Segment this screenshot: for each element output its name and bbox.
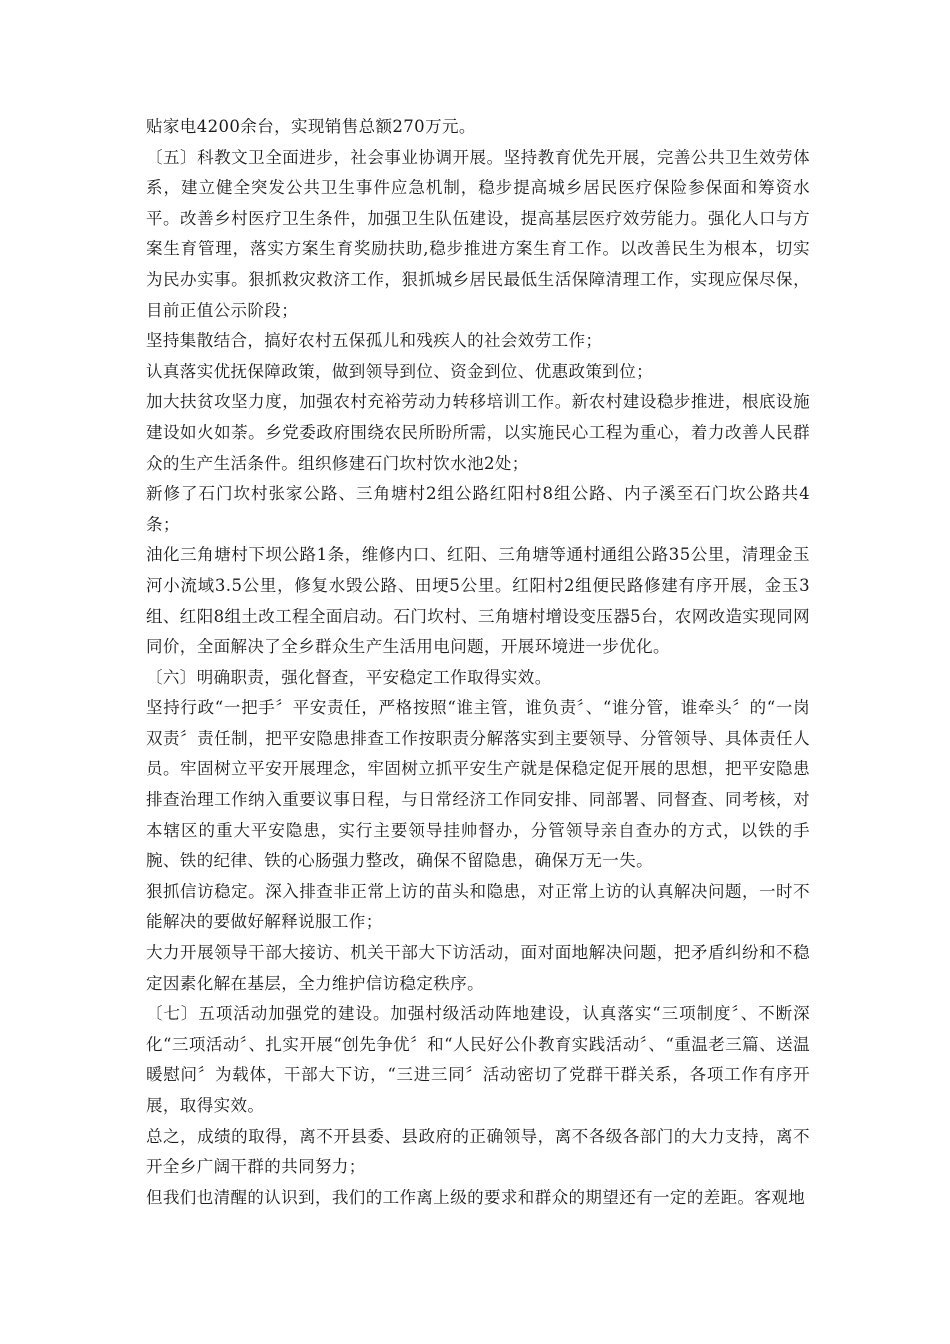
paragraph-6: 新修了石门坎村张家公路、三角塘村2组公路红阳村8组公路、内子溪至石门坎公路共4条； (146, 484, 810, 534)
paragraph-3: 坚持集散结合，搞好农村五保孤儿和残疾人的社会效劳工作； (146, 331, 603, 351)
paragraph-14: 但我们也清醒的认识到，我们的工作离上级的要求和群众的期望还有一定的差距。客观地 (146, 1187, 806, 1207)
paragraph-5: 加大扶贫攻坚力度，加强农村充裕劳动力转移培训工作。新农村建设稳步推进，根底设施建设如火如荼。乡党委政府围绕农民所盼所需，以实施民心工程为重心，着力改善人民群众的生产生活条件。组织修建石门坎村饮水池2处； (146, 392, 810, 473)
paragraph-7: 油化三角塘村下坝公路1条，维修内口、红阳、三角塘等通村通组公路35公里，清理金玉河小流域3.5公里，修复水毁公路、田埂5公里。红阳村2组便民路修建有序开展，金玉3组、红阳8组土改工程全面启动。石门坎村、三角塘村增设变压器5台，农网改造实现同网同价，全面解决了全乡群众生产生活用电问题，开展环境进一步优化。 (146, 545, 810, 657)
document-body (146, 112, 810, 1213)
paragraph-12: 〔七〕五项活动加强党的建设。加强村级活动阵地建设，认真落实“三项制度〞、不断深化“三项活动〞、扎实开展“创先争优〞和“人民好公仆教育实践活动〞、“重温老三篇、送温暖慰问〞为载体，干部大下访，“三进三同〞活动密切了党群干群关系，各项工作有序开展，取得实效。 (146, 1004, 810, 1115)
paragraph-4: 认真落实优抚保障政策，做到领导到位、资金到位、优惠政策到位； (146, 361, 653, 381)
paragraph-8: 〔六〕明确职责，强化督查，平安稳定工作取得实效。 (146, 667, 552, 687)
paragraph-10: 狠抓信访稳定。深入排查非正常上访的苗头和隐患，对正常上访的认真解决问题，一时不能解决的要做好解释说服工作； (146, 881, 810, 932)
paragraph-13: 总之，成绩的取得，离不开县委、县政府的正确领导，离不各级各部门的大力支持，离不开全乡广阔干群的共同努力； (146, 1126, 810, 1177)
paragraph-9: 坚持行政“一把手〞平安责任，严格按照“谁主管，谁负责〞、“谁分管，谁牵头〞的“一岗双责〞责任制，把平安隐患排查工作按职责分解落实到主要领导、分管领导、具体责任人员。牢固树立平安开展理念，牢固树立抓平安生产就是保稳定促开展的思想，把平安隐患排查治理工作纳入重要议事日程，与日常经济工作同安排、同部署、同督查、同考核，对本辖区的重大平安隐患，实行主要领导挂帅督办，分管领导亲自查办的方式，以铁的手腕、铁的纪律、铁的心肠强力整改，确保不留隐患，确保万无一失。 (146, 698, 810, 871)
paragraph-1: 贴家电4200余台，实现销售总额270万元。 (146, 117, 476, 136)
paragraph-11: 大力开展领导干部大接访、机关干部大下访活动，面对面地解决问题，把矛盾纠纷和不稳定因素化解在基层，全力维护信访稳定秩序。 (146, 943, 810, 993)
paragraph-2: 〔五〕科教文卫全面进步，社会事业协调开展。坚持教育优先开展，完善公共卫生效劳体系，建立健全突发公共卫生事件应急机制，稳步提高城乡居民医疗保险参保面和筹资水平。改善乡村医疗卫生条件，加强卫生队伍建设，提高基层医疗效劳能力。强化人口与方案生育管理，落实方案生育奖励扶助,稳步推进方案生育工作。以改善民生为根本，切实为民办实事。狠抓救灾救济工作，狠抓城乡居民最低生活保障清理工作，实现应保尽保，目前正值公示阶段； (146, 147, 810, 320)
